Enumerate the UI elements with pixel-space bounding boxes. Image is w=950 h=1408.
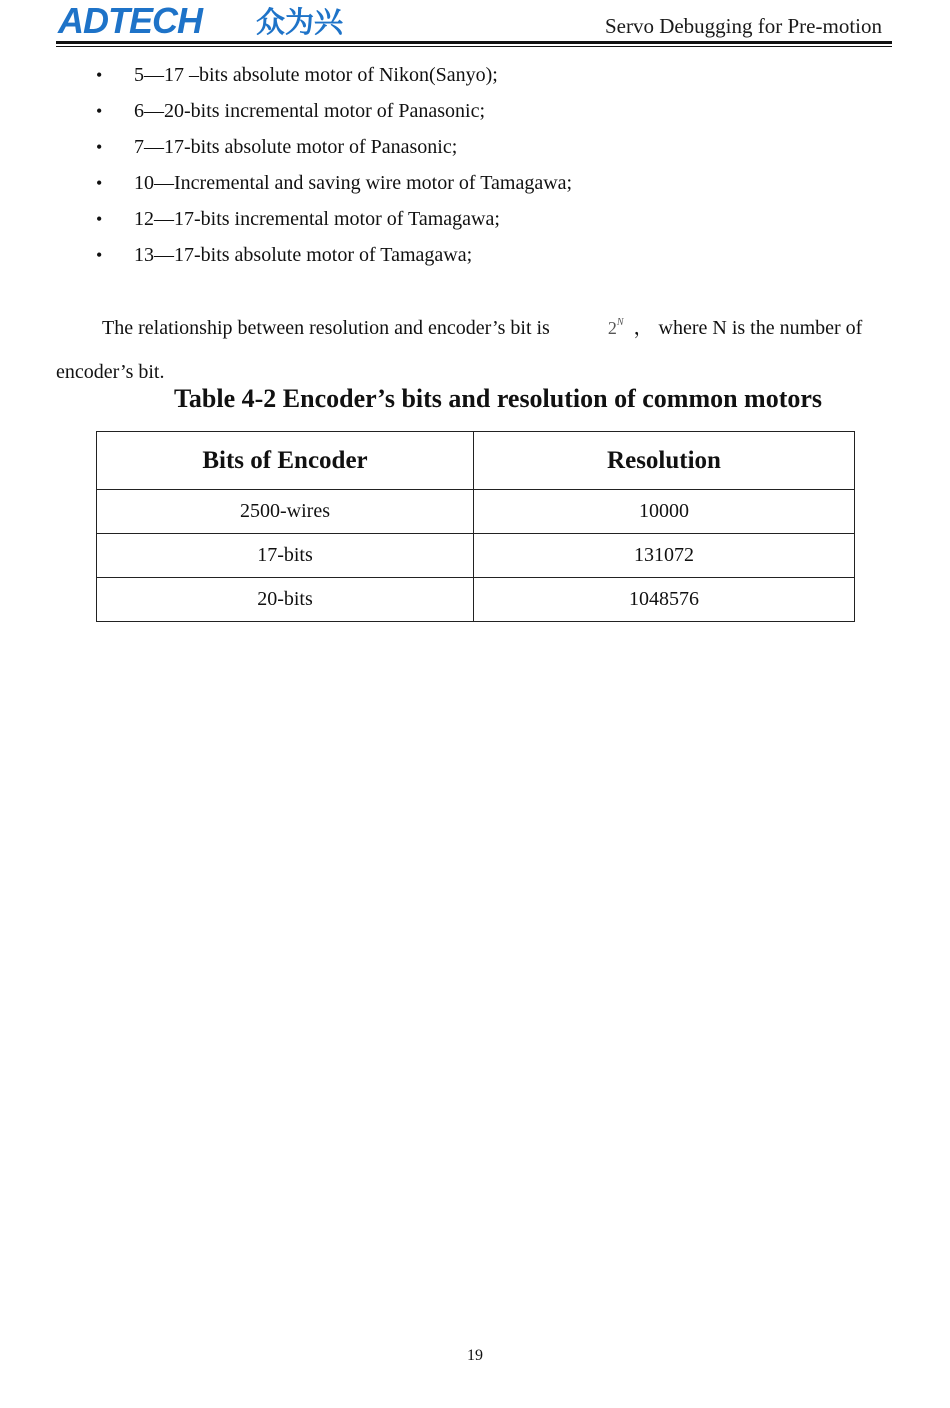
list-item: [96, 132, 572, 168]
bullet-icon: •: [96, 137, 103, 157]
table-row: [97, 578, 855, 622]
table-cell: 1048576: [474, 578, 855, 622]
adtech-logo: [56, 2, 366, 38]
paragraph-text-cont: ， where N is the number of: [633, 317, 863, 339]
svg-text:众为兴: 众为兴: [256, 5, 344, 38]
table-cell: 131072: [474, 534, 855, 578]
header-rule: [56, 41, 892, 44]
column-header-resolution: Resolution: [474, 432, 855, 490]
table-cell: 2500-wires: [97, 490, 474, 534]
bullet-icon: •: [96, 245, 103, 265]
resolution-formula: [562, 309, 624, 342]
list-item: [96, 60, 572, 96]
list-item: [96, 96, 572, 132]
svg-text:ADTECH: ADTECH: [58, 2, 202, 38]
list-item-text: 13—17-bits absolute motor of Tamagawa;: [134, 244, 473, 266]
bullet-icon: •: [96, 173, 103, 193]
page-number: 19: [467, 1347, 483, 1364]
resolution-paragraph: [56, 309, 892, 342]
list-item-text: 7—17-bits absolute motor of Panasonic;: [134, 136, 458, 158]
formula-base: 2: [607, 318, 617, 338]
bullet-icon: •: [96, 101, 103, 121]
list-item-text: 12—17-bits incremental motor of Tamagawa;: [134, 208, 500, 230]
table-cell: 10000: [474, 490, 855, 534]
table-row: [97, 490, 855, 534]
bullet-icon: •: [96, 65, 103, 85]
list-item: [96, 204, 572, 240]
table-caption: Table 4-2 Encoder’s bits and resolution of common motors: [173, 384, 823, 413]
table-header-row: [97, 432, 855, 490]
list-item-text: 10—Incremental and saving wire motor of Tamagawa;: [134, 172, 573, 194]
paragraph-text: The relationship between resolution and encoder’s bit is: [102, 317, 550, 339]
motor-type-list: [96, 60, 572, 276]
page-header: [56, 0, 892, 48]
table-row: [97, 534, 855, 578]
formula-exponent: N: [616, 317, 624, 328]
header-rule-thin: [56, 46, 892, 47]
list-item: [96, 168, 572, 204]
column-header-bits: Bits of Encoder: [97, 432, 474, 490]
resolution-paragraph-line2: encoder’s bit.: [56, 361, 165, 383]
header-title: Servo Debugging for Pre-motion: [604, 14, 882, 38]
table-cell: 20-bits: [97, 578, 474, 622]
list-item: [96, 240, 572, 276]
bullet-icon: •: [96, 209, 103, 229]
list-item-text: 6—20-bits incremental motor of Panasonic;: [134, 100, 486, 122]
encoder-resolution-table: [96, 431, 855, 622]
table-cell: 17-bits: [97, 534, 474, 578]
list-item-text: 5—17 –bits absolute motor of Nikon(Sanyo);: [134, 64, 498, 86]
